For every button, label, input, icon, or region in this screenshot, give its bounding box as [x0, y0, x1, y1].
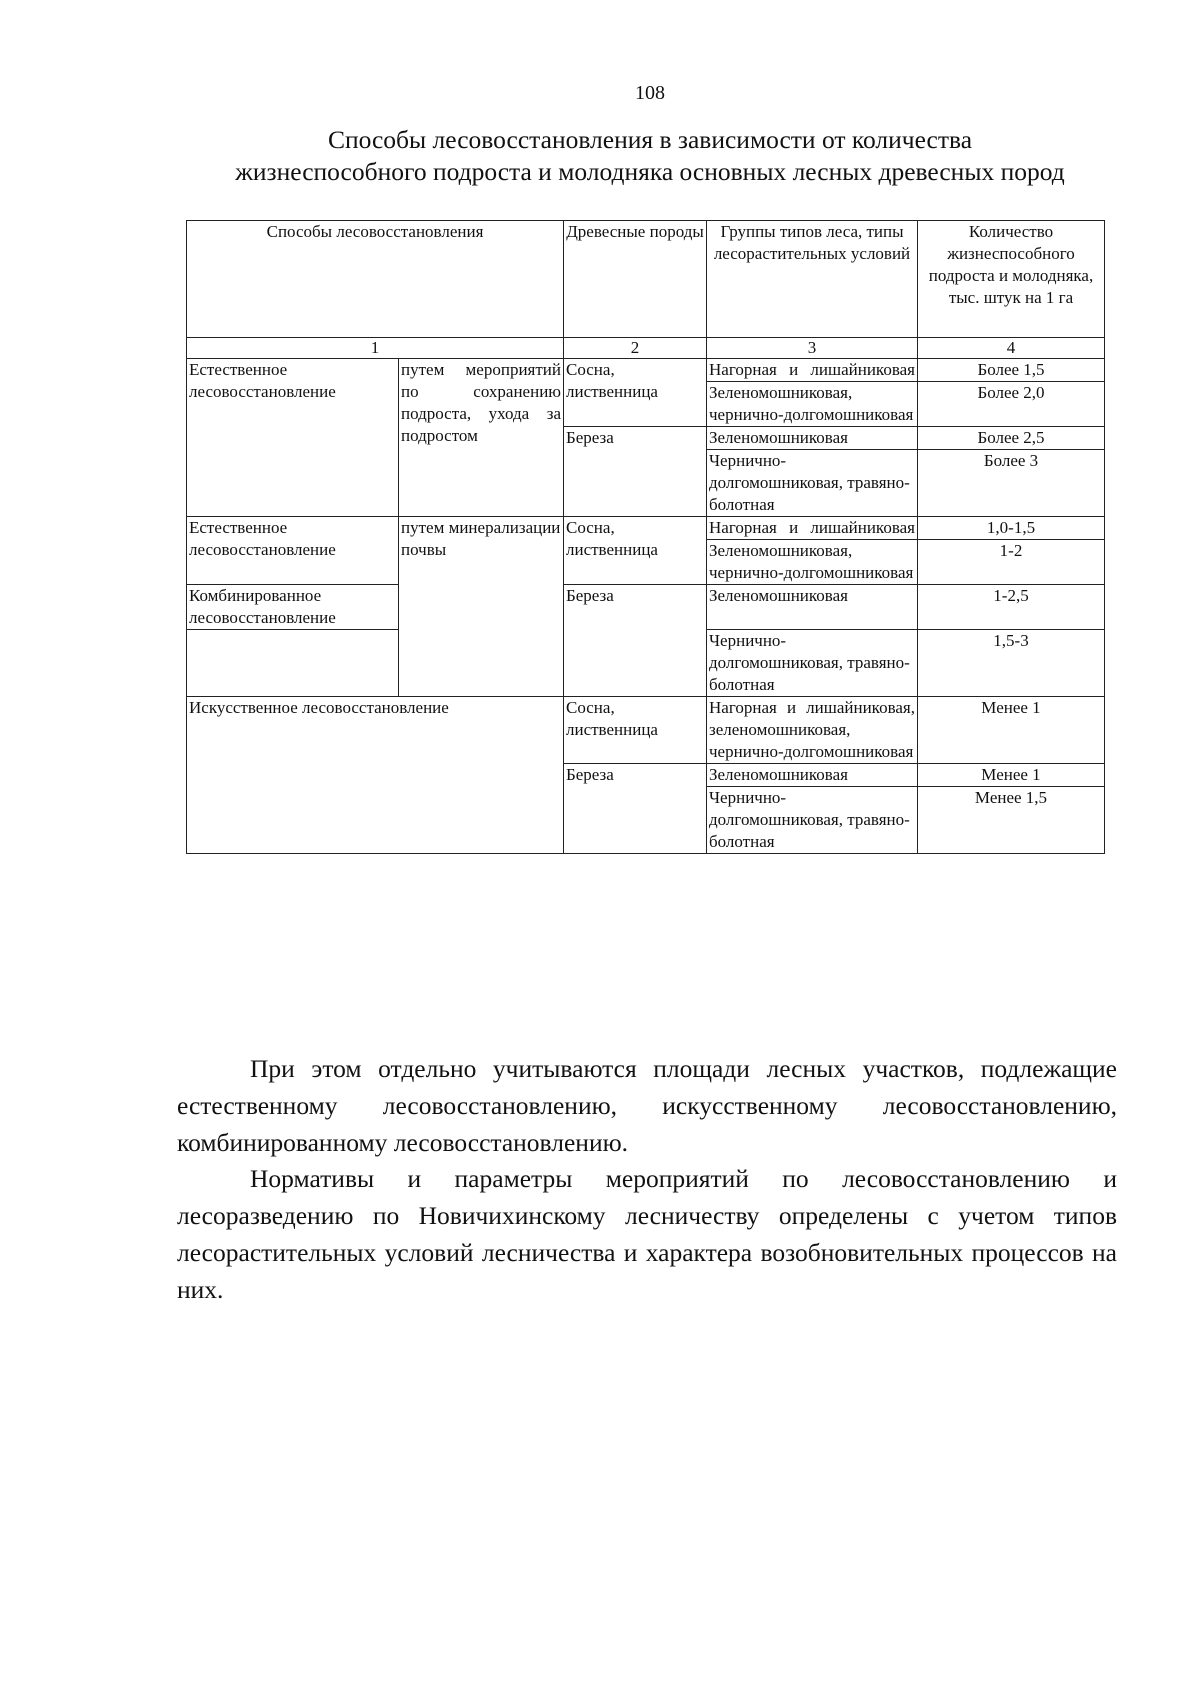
col-number: 4 — [918, 338, 1105, 359]
col-number: 2 — [564, 338, 707, 359]
paragraph-2-block — [177, 1160, 1117, 1308]
species-cell: Сосна, лиственница — [564, 697, 707, 764]
paragraph-1-block — [177, 1050, 1117, 1161]
quantity-cell: Более 3 — [918, 450, 1105, 517]
col-number: 3 — [707, 338, 918, 359]
reforestation-table — [186, 220, 1105, 854]
header-species: Древесные породы — [564, 221, 707, 338]
column-number-row — [187, 338, 1105, 359]
species-cell: Береза — [564, 585, 707, 697]
method-cell: Комбинированное лесовосстановление — [187, 585, 399, 630]
title-line-2: жизнеспособного подроста и молодняка основных лесных древесных пород — [235, 157, 1065, 186]
method-detail-cell: путем мероприятий по сохранению подроста, ухода за подростом — [399, 359, 564, 517]
quantity-cell: 1-2,5 — [918, 585, 1105, 630]
col-number: 1 — [187, 338, 564, 359]
species-cell: Сосна, лиственница — [564, 517, 707, 585]
forest-group-cell: Чернично-долгомошниковая, травяно-болотная — [707, 630, 918, 697]
table-row — [187, 359, 1105, 382]
forest-group-cell: Нагорная и лишайниковая, зеленомошниковая, чернично-долгомошниковая — [707, 697, 918, 764]
species-cell: Береза — [564, 427, 707, 517]
paragraph-2: Нормативы и параметры мероприятий по лесовосстановлению и лесоразведению по Новичихинскому лесничеству определены с учетом типов лесорастительных условий лесничества и характера возобновительных процессов на них. — [177, 1164, 1117, 1304]
quantity-cell: Более 2,0 — [918, 382, 1105, 427]
empty-cell — [187, 630, 399, 697]
method-cell: Искусственное лесовосстановление — [187, 697, 564, 854]
forest-group-cell: Чернично-долгомошниковая, травяно-болотная — [707, 450, 918, 517]
table-row — [187, 517, 1105, 540]
table-header-row — [187, 221, 1105, 338]
forest-group-cell: Нагорная и лишайниковая — [707, 517, 918, 540]
species-cell: Сосна, лиственница — [564, 359, 707, 427]
header-methods: Способы лесовосстановления — [187, 221, 564, 338]
forest-group-cell: Зеленомошниковая, чернично-долгомошниковая — [707, 540, 918, 585]
table-row — [187, 697, 1105, 764]
quantity-cell: 1,5-3 — [918, 630, 1105, 697]
header-quantity: Количество жизнеспособного подроста и молодняка, тыс. штук на 1 га — [918, 221, 1105, 338]
paragraph-1: При этом отдельно учитываются площади лесных участков, подлежащие естественному лесовосстановлению, искусственному лесовосстановлению, комбинированному лесовосстановлению. — [177, 1054, 1117, 1157]
quantity-cell: Менее 1 — [918, 697, 1105, 764]
title-line-1: Способы лесовосстановления в зависимости от количества — [327, 125, 973, 154]
header-groups: Группы типов леса, типы лесорастительных условий — [707, 221, 918, 338]
document-title — [175, 124, 1125, 188]
quantity-cell: 1,0-1,5 — [918, 517, 1105, 540]
method-detail-cell: путем минерализации почвы — [399, 517, 564, 697]
forest-group-cell: Зеленомошниковая — [707, 764, 918, 787]
forest-group-cell: Зеленомошниковая, чернично-долгомошниковая — [707, 382, 918, 427]
table-row — [187, 585, 1105, 630]
forest-group-cell: Зеленомошниковая — [707, 427, 918, 450]
quantity-cell: Более 2,5 — [918, 427, 1105, 450]
quantity-cell: 1-2 — [918, 540, 1105, 585]
forest-group-cell: Чернично-долгомошниковая, травяно-болотная — [707, 787, 918, 854]
quantity-cell: Менее 1,5 — [918, 787, 1105, 854]
forest-group-cell: Нагорная и лишайниковая — [707, 359, 918, 382]
species-cell: Береза — [564, 764, 707, 854]
quantity-cell: Более 1,5 — [918, 359, 1105, 382]
quantity-cell: Менее 1 — [918, 764, 1105, 787]
method-cell: Естественное лесовосстановление — [187, 359, 399, 517]
forest-group-cell: Зеленомошниковая — [707, 585, 918, 630]
method-cell: Естественное лесовосстановление — [187, 517, 399, 585]
page-number: 108 — [635, 82, 665, 104]
